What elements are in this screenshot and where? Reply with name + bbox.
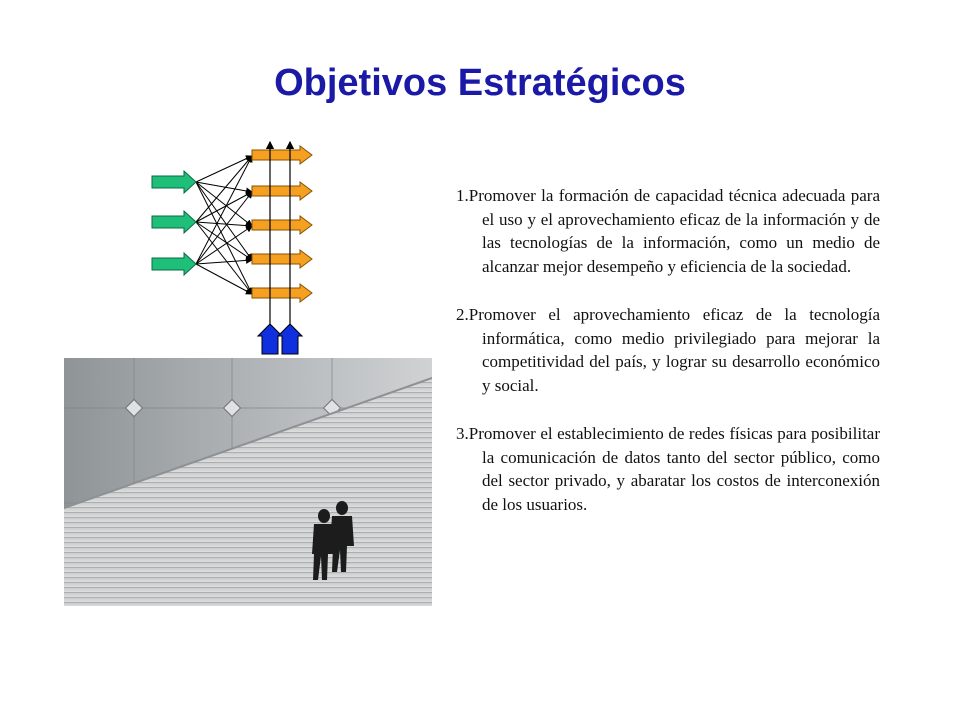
output-arrow <box>252 216 312 234</box>
output-arrow <box>252 146 312 164</box>
objective-item: 3.Promover el establecimiento de redes físicas para posibilitar la comunicación de datos tanto del sector público, como del sector privado, y abaratar los costos de interconexión de los usuarios. <box>456 424 880 514</box>
objective-item: 2.Promover el aprovechamiento eficaz de la tecnología informática, como medio privilegiado para mejorar la competitividad del país, y lograr su desarrollo económico y social. <box>456 305 880 395</box>
input-arrows <box>152 171 196 275</box>
connection-lines <box>196 156 252 294</box>
staircase-photo <box>64 358 432 606</box>
up-arrow <box>258 324 282 354</box>
page-title: Objetivos Estratégicos <box>274 62 686 104</box>
up-arrows <box>258 324 302 354</box>
input-arrow <box>152 171 196 193</box>
objective-item: 1.Promover la formación de capacidad técnica adecuada para el uso y el aprovechamiento eficaz de la información y de las tecnologías de la información, como un medio de alcanzar mejor desempeño y eficiencia de la sociedad. <box>456 186 880 276</box>
input-arrow <box>152 253 196 275</box>
network-diagram <box>140 138 330 358</box>
input-arrow <box>152 211 196 233</box>
vertical-lines <box>270 142 290 328</box>
output-arrows <box>252 146 312 302</box>
up-arrow <box>278 324 302 354</box>
output-arrow <box>252 250 312 268</box>
objectives-list <box>456 184 880 541</box>
output-arrow <box>252 284 312 302</box>
output-arrow <box>252 182 312 200</box>
